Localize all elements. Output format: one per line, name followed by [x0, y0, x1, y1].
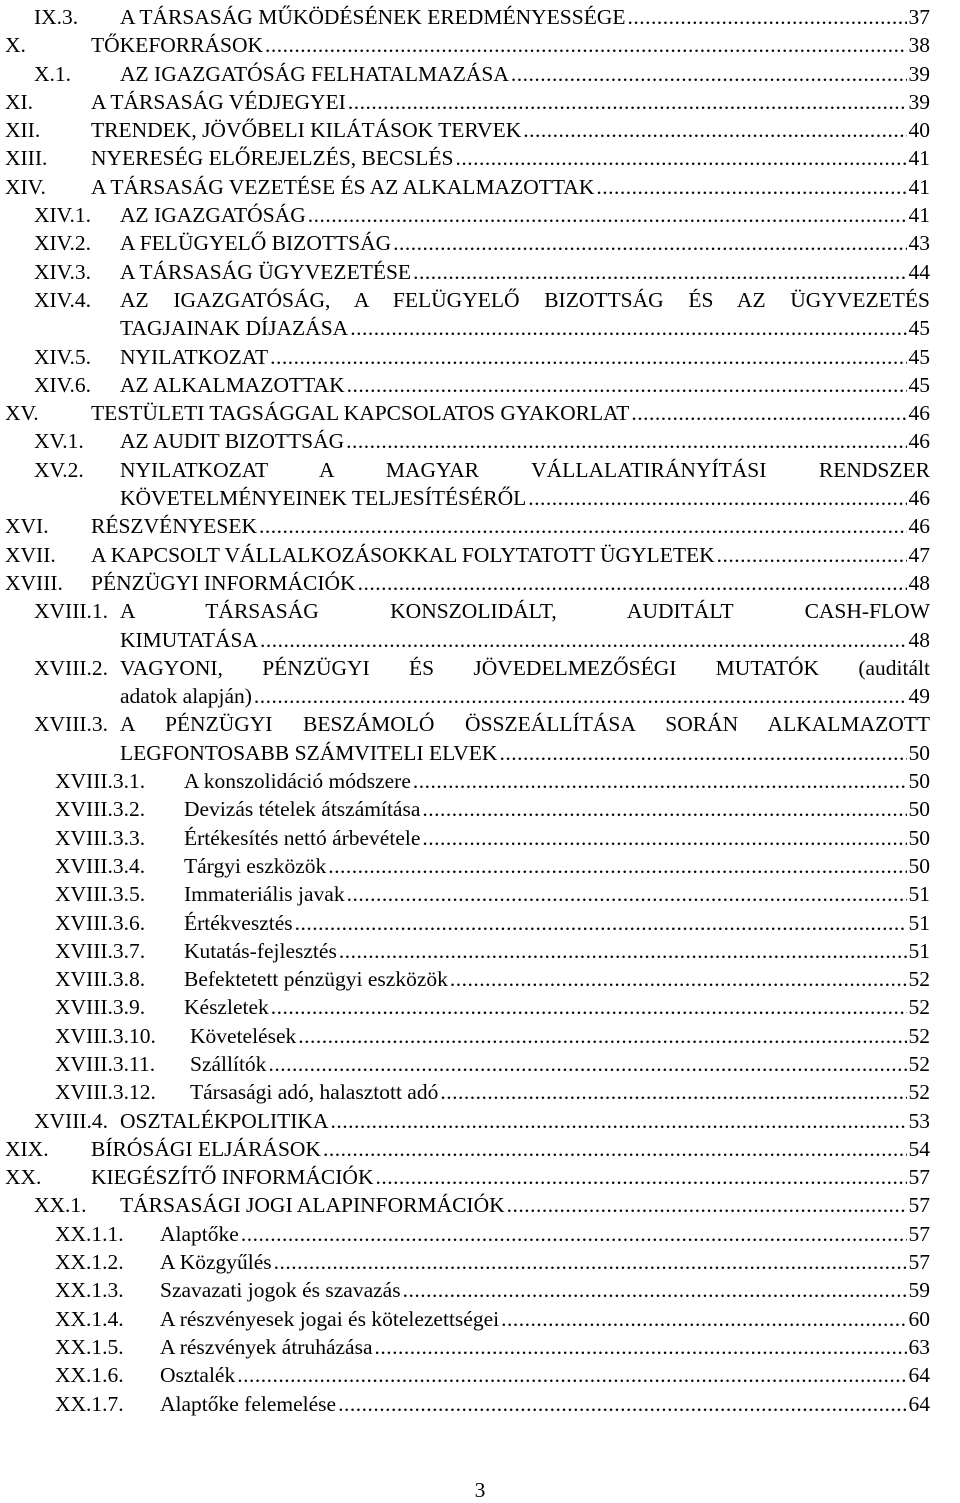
toc-entry-number: XX.1.7.	[55, 1391, 124, 1416]
toc-entry-line	[184, 767, 930, 795]
dot-leader	[268, 1050, 906, 1078]
toc-entry-number: XVIII.2.	[34, 655, 109, 680]
toc-entry-number: XV.2.	[34, 457, 84, 482]
toc-entry-title: A részvények átruházása	[160, 1334, 373, 1359]
toc-entry-page: 41	[908, 203, 930, 228]
dot-leader	[270, 343, 906, 371]
toc-entry-number: XVIII.3.6.	[55, 910, 146, 935]
toc-entry-title: KIEGÉSZÍTŐ INFORMÁCIÓK	[91, 1165, 374, 1190]
toc-entry-page: 53	[908, 1108, 930, 1133]
toc-entry-number: XVIII.1.	[34, 599, 109, 624]
toc-entry-number: XVIII.3.2.	[55, 797, 146, 822]
toc-entry[interactable]	[0, 909, 960, 937]
toc-entry-line	[184, 852, 930, 880]
toc-entry-line	[120, 626, 930, 654]
toc-entry[interactable]	[0, 937, 960, 965]
dot-leader	[422, 795, 906, 823]
toc-entry-title: A TÁRSASÁG VEZETÉSE ÉS AZ ALKALMAZOTTAK	[91, 174, 595, 199]
toc-entry-page: 48	[908, 570, 930, 595]
toc-entry-title: Befektetett pénzügyi eszközök	[184, 967, 448, 992]
toc-entry[interactable]	[0, 1276, 960, 1304]
toc-entry-number: XVIII.3.10.	[55, 1023, 156, 1048]
toc-entry[interactable]	[0, 116, 960, 144]
dot-leader	[627, 3, 906, 31]
toc-entry[interactable]	[0, 144, 960, 172]
table-of-contents	[0, 3, 960, 1418]
toc-entry-title: KÖVETELMÉNYEINEK TELJESÍTÉSÉRŐL	[120, 486, 527, 511]
toc-entry[interactable]	[0, 1050, 960, 1078]
dot-leader	[265, 31, 906, 59]
toc-entry-title-line: A PÉNZÜGYI BESZÁMOLÓ ÖSSZEÁLLÍTÁSA SORÁN ALKALMAZOTT	[120, 712, 930, 737]
dot-leader	[440, 1078, 906, 1106]
toc-entry-number: XX.1.	[34, 1193, 87, 1218]
toc-entry-number: XIII.	[5, 146, 48, 171]
toc-entry-line	[91, 1163, 930, 1191]
dot-leader	[350, 314, 906, 342]
toc-entry[interactable]	[0, 173, 960, 201]
toc-entry-page: 50	[908, 825, 930, 850]
toc-entry-page: 45	[908, 372, 930, 397]
dot-leader	[456, 144, 907, 172]
toc-entry-number: XIV.3.	[34, 259, 91, 284]
toc-entry[interactable]	[0, 1163, 960, 1191]
page-number: 3	[474, 1478, 486, 1502]
toc-entry-number: XVIII.3.	[34, 712, 109, 737]
toc-entry-line	[91, 1135, 930, 1163]
toc-entry-number: XVII.	[5, 542, 56, 567]
toc-entry-title-line: VAGYONI, PÉNZÜGYI ÉS JÖVEDELMEZŐSÉGI MUTATÓK (auditált	[120, 655, 930, 680]
toc-entry-title: TESTÜLETI TAGSÁGGAL KAPCSOLATOS GYAKORLAT	[91, 401, 630, 426]
dot-leader	[631, 399, 906, 427]
toc-entry-title: TAGJAINAK DÍJAZÁSA	[120, 316, 349, 341]
toc-entry-line	[120, 201, 930, 229]
toc-entry-page: 48	[908, 627, 930, 652]
toc-entry-page: 39	[908, 61, 930, 86]
toc-entry-title: Tárgyi eszközök	[184, 853, 327, 878]
toc-entry-line	[91, 399, 930, 427]
dot-leader	[298, 1022, 906, 1050]
toc-entry-page: 45	[908, 316, 930, 341]
toc-entry-title: adatok alapján)	[120, 684, 252, 709]
dot-leader	[347, 880, 907, 908]
toc-entry-line	[190, 1022, 930, 1050]
dot-leader	[260, 626, 906, 654]
toc-entry-line	[160, 1220, 930, 1248]
toc-entry-line	[120, 3, 930, 31]
toc-entry-line	[184, 993, 930, 1021]
toc-entry-page: 51	[908, 882, 930, 907]
toc-entry-page: 47	[908, 542, 930, 567]
toc-entry-line	[91, 31, 930, 59]
toc-entry-title: Társasági adó, halasztott adó	[190, 1080, 439, 1105]
toc-entry[interactable]	[0, 993, 960, 1021]
toc-entry-line	[120, 484, 930, 512]
toc-entry-page: 43	[908, 231, 930, 256]
toc-entry[interactable]	[0, 1248, 960, 1276]
toc-entry-title: AZ AUDIT BIZOTTSÁG	[120, 429, 345, 454]
toc-entry[interactable]	[0, 512, 960, 540]
toc-entry-page: 50	[908, 769, 930, 794]
toc-entry-title: A TÁRSASÁG MŰKÖDÉSÉNEK EREDMÉNYESSÉGE	[120, 5, 626, 29]
toc-entry[interactable]	[0, 1078, 960, 1106]
toc-entry-line	[91, 116, 930, 144]
toc-entry[interactable]	[0, 258, 960, 286]
toc-entry-line	[91, 512, 930, 540]
dot-leader	[338, 1390, 906, 1418]
toc-entry-number: XII.	[5, 118, 41, 143]
toc-entry[interactable]	[0, 1220, 960, 1248]
dot-leader	[323, 1135, 907, 1163]
toc-entry-number: XX.1.2.	[55, 1250, 124, 1275]
dot-leader	[507, 1191, 907, 1219]
toc-entry-title: PÉNZÜGYI INFORMÁCIÓK	[91, 570, 356, 595]
toc-entry-number: XVIII.4.	[34, 1108, 109, 1133]
toc-entry[interactable]	[0, 456, 960, 513]
toc-entry-title-line: A TÁRSASÁG KONSZOLIDÁLT, AUDITÁLT CASH-FLOW	[120, 599, 930, 624]
toc-entry[interactable]	[0, 1305, 960, 1333]
toc-entry-title: Osztalék	[160, 1363, 236, 1388]
toc-entry-title: NYILATKOZAT	[120, 344, 269, 369]
toc-entry[interactable]	[0, 1107, 960, 1135]
toc-entry-page: 57	[908, 1250, 930, 1275]
toc-entry-page: 49	[908, 684, 930, 709]
toc-entry-number: XIV.5.	[34, 344, 91, 369]
toc-entry-title: Szállítók	[190, 1051, 267, 1076]
toc-entry-title: Devizás tételek átszámítása	[184, 797, 421, 822]
toc-entry-page: 59	[908, 1278, 930, 1303]
toc-entry-line	[91, 88, 930, 116]
toc-entry-title: NYERESÉG ELŐREJELZÉS, BECSLÉS	[91, 146, 454, 171]
toc-entry-line	[160, 1248, 930, 1276]
toc-entry[interactable]	[0, 597, 960, 654]
dot-leader	[499, 739, 906, 767]
toc-entry-title: BÍRÓSÁGI ELJÁRÁSOK	[91, 1136, 321, 1161]
toc-entry-title: AZ IGAZGATÓSÁG FELHATALMAZÁSA	[120, 61, 509, 86]
dot-leader	[346, 427, 906, 455]
toc-entry[interactable]	[0, 60, 960, 88]
toc-entry-line	[160, 1305, 930, 1333]
dot-leader	[422, 824, 906, 852]
dot-leader	[274, 1248, 907, 1276]
toc-entry-number: XX.1.5.	[55, 1334, 124, 1359]
toc-entry-line	[91, 144, 930, 172]
toc-entry-line	[190, 1050, 930, 1078]
toc-entry-number: X.1.	[34, 61, 72, 86]
toc-entry-number: XVIII.3.12.	[55, 1080, 156, 1105]
toc-entry[interactable]	[0, 1361, 960, 1389]
toc-entry-line	[120, 258, 930, 286]
dot-leader	[348, 88, 907, 116]
toc-entry-page: 54	[908, 1136, 930, 1161]
toc-entry[interactable]	[0, 1191, 960, 1219]
dot-leader	[328, 852, 906, 880]
toc-entry-page: 38	[908, 33, 930, 58]
toc-entry-title: Követelések	[190, 1023, 297, 1048]
toc-entry-title: A TÁRSASÁG VÉDJEGYEI	[91, 89, 346, 114]
dot-leader	[308, 201, 907, 229]
toc-entry[interactable]	[0, 88, 960, 116]
toc-entry-page: 52	[908, 1080, 930, 1105]
toc-entry-page: 57	[908, 1221, 930, 1246]
toc-entry-page: 50	[908, 853, 930, 878]
toc-entry[interactable]	[0, 824, 960, 852]
toc-entry-page: 46	[908, 486, 930, 511]
toc-entry-line	[91, 569, 930, 597]
toc-entry-number: XX.1.1.	[55, 1221, 124, 1246]
toc-entry-page: 51	[908, 910, 930, 935]
dot-leader	[375, 1163, 906, 1191]
toc-entry-title: Készletek	[184, 995, 269, 1020]
toc-entry-page: 52	[908, 995, 930, 1020]
toc-entry-page: 39	[908, 89, 930, 114]
toc-entry-line	[120, 682, 930, 710]
toc-entry[interactable]	[0, 371, 960, 399]
toc-entry-number: XI.	[5, 89, 34, 114]
toc-entry-page: 63	[908, 1334, 930, 1359]
toc-entry[interactable]	[0, 427, 960, 455]
toc-entry[interactable]	[0, 710, 960, 767]
toc-entry-line	[160, 1276, 930, 1304]
toc-entry-number: XIV.4.	[34, 287, 91, 312]
toc-entry[interactable]	[0, 852, 960, 880]
dot-leader	[501, 1305, 906, 1333]
toc-entry-title: TÁRSASÁGI JOGI ALAPINFORMÁCIÓK	[120, 1193, 505, 1218]
dot-leader	[403, 1276, 907, 1304]
toc-entry-page: 51	[908, 938, 930, 963]
toc-entry-title: Alaptőke	[160, 1221, 239, 1246]
toc-entry-page: 44	[908, 259, 930, 284]
toc-entry-line	[160, 1361, 930, 1389]
toc-entry-title: AZ IGAZGATÓSÁG	[120, 203, 306, 228]
toc-entry-title-line: NYILATKOZAT A MAGYAR VÁLLALATIRÁNYÍTÁSI RENDSZER	[120, 457, 930, 482]
toc-entry-title: A Közgyűlés	[160, 1250, 272, 1275]
toc-entry-title: A KAPCSOLT VÁLLALKOZÁSOKKAL FOLYTATOTT ÜGYLETEK	[91, 542, 715, 567]
toc-entry-number: XV.	[5, 401, 39, 426]
toc-entry-page: 52	[908, 967, 930, 992]
toc-entry[interactable]	[0, 569, 960, 597]
toc-entry[interactable]	[0, 31, 960, 59]
dot-leader	[413, 767, 907, 795]
toc-entry[interactable]	[0, 1135, 960, 1163]
dot-leader	[393, 229, 906, 257]
toc-entry-number: XVIII.3.7.	[55, 938, 146, 963]
toc-entry-page: 60	[908, 1306, 930, 1331]
dot-leader	[511, 60, 907, 88]
dot-leader	[271, 993, 907, 1021]
toc-entry-title: AZ ALKALMAZOTTAK	[120, 372, 345, 397]
toc-entry-line	[120, 60, 930, 88]
toc-entry-number: XVIII.3.4.	[55, 853, 146, 878]
toc-entry-page: 46	[908, 429, 930, 454]
toc-entry-page: 52	[908, 1023, 930, 1048]
toc-entry-number: XVIII.3.3.	[55, 825, 146, 850]
toc-entry-number: XX.1.3.	[55, 1278, 124, 1303]
toc-entry-line	[184, 937, 930, 965]
toc-entry-page: 57	[908, 1165, 930, 1190]
toc-entry-number: XIV.6.	[34, 372, 91, 397]
toc-entry-page: 46	[908, 401, 930, 426]
toc-entry-line	[120, 739, 930, 767]
toc-entry-number: XIV.	[5, 174, 46, 199]
toc-entry[interactable]	[0, 286, 960, 343]
dot-leader	[450, 965, 907, 993]
toc-entry-number: IX.3.	[34, 5, 79, 29]
toc-entry-title: Értékesítés nettó árbevétele	[184, 825, 421, 850]
toc-entry-line	[184, 880, 930, 908]
toc-entry-line	[91, 173, 930, 201]
toc-entry-page: 37	[908, 5, 930, 29]
toc-entry[interactable]	[0, 3, 960, 31]
toc-entry[interactable]	[0, 399, 960, 427]
toc-entry-page: 45	[908, 344, 930, 369]
toc-entry-number: XVIII.3.11.	[55, 1051, 156, 1076]
toc-entry[interactable]	[0, 229, 960, 257]
toc-entry-number: XX.1.4.	[55, 1306, 124, 1331]
toc-entry-number: XVIII.3.8.	[55, 967, 146, 992]
toc-entry[interactable]	[0, 1022, 960, 1050]
dot-leader	[523, 116, 906, 144]
toc-entry-page: 64	[908, 1391, 930, 1416]
dot-leader	[259, 512, 906, 540]
toc-entry-page: 40	[908, 118, 930, 143]
toc-entry-line	[120, 427, 930, 455]
toc-entry[interactable]	[0, 1390, 960, 1418]
dot-leader	[241, 1220, 907, 1248]
toc-entry[interactable]	[0, 1333, 960, 1361]
dot-leader	[413, 258, 906, 286]
toc-entry-number: XVI.	[5, 514, 49, 539]
toc-entry-page: 57	[908, 1193, 930, 1218]
toc-entry-number: XVIII.3.5.	[55, 882, 146, 907]
toc-entry-page: 46	[908, 514, 930, 539]
toc-entry-number: X.	[5, 33, 26, 58]
toc-entry-line	[120, 1107, 930, 1135]
toc-entry-line	[120, 371, 930, 399]
toc-entry-title: RÉSZVÉNYESEK	[91, 514, 258, 539]
toc-entry-number: XIX.	[5, 1136, 49, 1161]
toc-entry[interactable]	[0, 654, 960, 711]
toc-entry-line	[120, 343, 930, 371]
toc-entry-title: Alaptőke felemelése	[160, 1391, 337, 1416]
toc-entry-number: XIV.1.	[34, 203, 91, 228]
toc-entry-number: XVIII.	[5, 570, 63, 595]
dot-leader	[358, 569, 907, 597]
toc-entry-title: Kutatás-fejlesztés	[184, 938, 337, 963]
toc-entry-title: Szavazati jogok és szavazás	[160, 1278, 401, 1303]
toc-entry-line	[184, 824, 930, 852]
toc-entry[interactable]	[0, 767, 960, 795]
toc-entry-line	[120, 229, 930, 257]
toc-entry-page: 50	[908, 740, 930, 765]
toc-entry-line	[160, 1390, 930, 1418]
toc-entry-line	[120, 314, 930, 342]
toc-entry-title: A TÁRSASÁG ÜGYVEZETÉSE	[120, 259, 412, 284]
toc-entry[interactable]	[0, 201, 960, 229]
toc-entry-line	[160, 1333, 930, 1361]
toc-entry-line	[184, 795, 930, 823]
toc-entry-number: XVIII.3.9.	[55, 995, 146, 1020]
toc-entry-title-line: AZ IGAZGATÓSÁG, A FELÜGYELŐ BIZOTTSÁG ÉS AZ ÜGYVEZETÉS	[120, 287, 930, 312]
toc-entry-number: XX.1.6.	[55, 1363, 124, 1388]
toc-entry[interactable]	[0, 795, 960, 823]
dot-leader	[717, 541, 907, 569]
toc-entry-page: 41	[908, 174, 930, 199]
toc-entry-title: TRENDEK, JÖVŐBELI KILÁTÁSOK TERVEK	[91, 118, 522, 143]
toc-entry[interactable]	[0, 343, 960, 371]
toc-entry-number: XV.1.	[34, 429, 84, 454]
toc-entry-number: XX.	[5, 1165, 42, 1190]
toc-entry-title: A FELÜGYELŐ BIZOTTSÁG	[120, 231, 392, 256]
toc-entry-title: A részvényesek jogai és kötelezettségei	[160, 1306, 500, 1331]
dot-leader	[330, 1107, 906, 1135]
dot-leader	[237, 1361, 906, 1389]
dot-leader	[254, 682, 907, 710]
dot-leader	[339, 937, 907, 965]
toc-entry-line	[190, 1078, 930, 1106]
toc-entry-title: Immateriális javak	[184, 882, 345, 907]
toc-entry-number: XIV.2.	[34, 231, 91, 256]
toc-entry-line	[120, 1191, 930, 1219]
toc-entry-line	[184, 909, 930, 937]
toc-entry-page: 52	[908, 1051, 930, 1076]
dot-leader	[295, 909, 907, 937]
toc-entry-number: XVIII.3.1.	[55, 769, 146, 794]
toc-entry[interactable]	[0, 965, 960, 993]
dot-leader	[528, 484, 906, 512]
toc-entry-title: OSZTALÉKPOLITIKA	[120, 1108, 329, 1133]
toc-entry[interactable]	[0, 880, 960, 908]
toc-entry-page: 50	[908, 797, 930, 822]
dot-leader	[596, 173, 906, 201]
toc-entry-title: TŐKEFORRÁSOK	[91, 33, 264, 58]
toc-entry-title: A konszolidáció módszere	[184, 769, 411, 794]
dot-leader	[347, 371, 907, 399]
toc-entry[interactable]	[0, 541, 960, 569]
toc-entry-title: Értékvesztés	[184, 910, 293, 935]
toc-entry-line	[91, 541, 930, 569]
toc-entry-title: KIMUTATÁSA	[120, 627, 259, 652]
toc-entry-title: LEGFONTOSABB SZÁMVITELI ELVEK	[120, 740, 498, 765]
dot-leader	[375, 1333, 907, 1361]
toc-entry-line	[184, 965, 930, 993]
toc-entry-page: 64	[908, 1363, 930, 1388]
toc-entry-page: 41	[908, 146, 930, 171]
